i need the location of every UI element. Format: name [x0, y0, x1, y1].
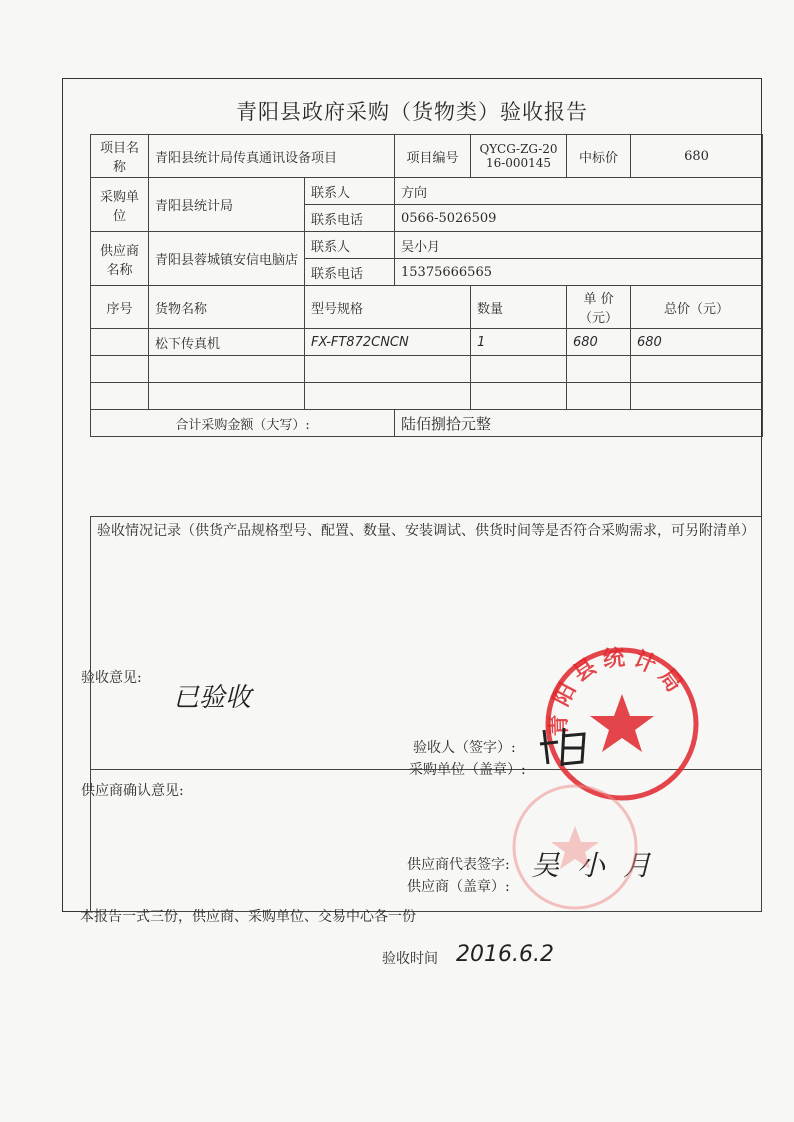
acceptance-report	[62, 78, 762, 912]
cell-qty: 1	[471, 329, 567, 356]
supplier-row-1	[91, 232, 763, 259]
col-header-unit-price: 单 价（元）	[567, 286, 631, 329]
cell-qty	[471, 383, 567, 410]
col-header-index: 序号	[91, 286, 149, 329]
inspector-label: 验收人（签字）:	[413, 740, 516, 756]
table-row	[91, 329, 763, 356]
project-row	[91, 135, 763, 178]
buyer-seal-label: 采购单位（盖章）:	[409, 762, 526, 778]
supplier-label: 供应商名称	[91, 232, 149, 286]
supplier-phone-label: 联系电话	[305, 259, 395, 286]
buyer-seal-text: 青阳县统计局	[546, 646, 691, 737]
col-header-goods: 货物名称	[149, 286, 305, 329]
inspection-opinion-label: 验收意见:	[81, 670, 142, 686]
cell-goods	[149, 356, 305, 383]
items-header-row	[91, 286, 763, 329]
table-row	[91, 383, 763, 410]
supplier-contact-value: 吴小月	[395, 232, 763, 259]
project-name-value: 青阳县统计局传真通讯设备项目	[149, 135, 395, 178]
inspector-signature-mark	[536, 722, 596, 772]
cell-model	[305, 356, 471, 383]
report-title: 青阳县政府采购（货物类）验收报告	[236, 100, 588, 124]
inspection-record-label: 验收情况记录（供货产品规格型号、配置、数量、安装调试、供货时间等是否符合采购需求，可另附清单）	[97, 523, 755, 539]
cell-qty	[471, 356, 567, 383]
supplier-rep-label: 供应商代表签字:	[407, 857, 510, 873]
supplier-seal-label: 供应商（盖章）:	[407, 879, 510, 895]
cell-model	[305, 383, 471, 410]
opinion-handwriting: 已验收	[173, 683, 252, 713]
cell-goods: 松下传真机	[149, 329, 305, 356]
price-label: 中标价	[567, 135, 631, 178]
col-header-model: 型号规格	[305, 286, 471, 329]
footer-time-label: 验收时间	[382, 951, 438, 967]
supplier-confirm-label: 供应商确认意见:	[81, 783, 184, 799]
project-code-label: 项目编号	[395, 135, 471, 178]
project-name-label: 项目名称	[91, 135, 149, 178]
cell-index	[91, 329, 149, 356]
buyer-phone-value: 0566-5026509	[395, 205, 763, 232]
buyer-contact-label: 联系人	[305, 178, 395, 205]
buyer-row-1	[91, 178, 763, 205]
supplier-contact-label: 联系人	[305, 232, 395, 259]
total-label: 合计采购金额（大写）:	[91, 410, 395, 437]
cell-goods	[149, 383, 305, 410]
footer-time-value: 2016.6.2	[456, 942, 554, 967]
cell-index	[91, 383, 149, 410]
supplier-value: 青阳县蓉城镇安信电脑店	[149, 232, 305, 286]
buyer-value: 青阳县统计局	[149, 178, 305, 232]
total-value: 陆佰捌拾元整	[395, 410, 763, 437]
supplier-rep-signature: 吴小月	[531, 849, 670, 882]
col-header-qty: 数量	[471, 286, 567, 329]
supplier-seal	[510, 782, 640, 912]
cell-unit-price: 680	[567, 329, 631, 356]
cell-total: 680	[631, 329, 763, 356]
buyer-contact-value: 方向	[395, 178, 763, 205]
cell-model: FX-FT872CNCN	[305, 329, 471, 356]
buyer-phone-label: 联系电话	[305, 205, 395, 232]
cell-unit-price	[567, 383, 631, 410]
cell-unit-price	[567, 356, 631, 383]
info-table	[90, 134, 763, 437]
cell-total	[631, 356, 763, 383]
total-row	[91, 410, 763, 437]
cell-index	[91, 356, 149, 383]
cell-total	[631, 383, 763, 410]
project-code-value: QYCG-ZG-2016-000145	[471, 135, 567, 178]
supplier-phone-value: 15375666565	[395, 259, 763, 286]
price-value: 680	[631, 135, 763, 178]
table-row	[91, 356, 763, 383]
footer-note: 本报告一式三份，供应商、采购单位、交易中心各一份	[80, 909, 416, 925]
buyer-label: 采购单位	[91, 178, 149, 232]
col-header-total: 总价（元）	[631, 286, 763, 329]
